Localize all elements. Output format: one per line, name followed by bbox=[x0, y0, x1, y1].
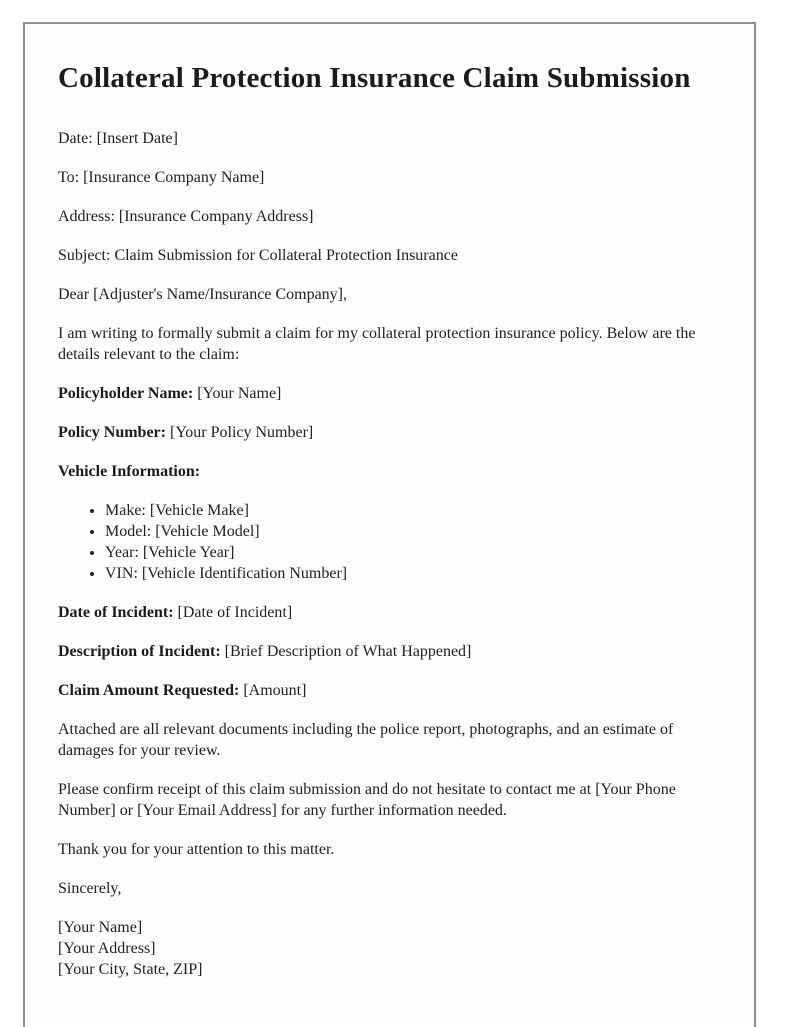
signature-address-line: [Your Address] bbox=[58, 940, 156, 957]
incident-date-field bbox=[58, 602, 714, 623]
closing-line: Sincerely, bbox=[58, 880, 122, 897]
incident-description-value: [Brief Description of What Happened] bbox=[220, 643, 472, 660]
vehicle-model-item: • Model: [Vehicle Model] bbox=[105, 521, 714, 542]
claim-amount-field bbox=[58, 680, 714, 701]
document-page bbox=[23, 22, 756, 1027]
confirm-receipt-paragraph: Please confirm receipt of this claim submission and do not hesitate to contact me at [Your Phone Number] or [Your Email Address] for any further information needed. bbox=[58, 781, 676, 819]
vehicle-make-item: • Make: [Vehicle Make] bbox=[105, 500, 714, 521]
signature-name-line: [Your Name] bbox=[58, 919, 143, 936]
policyholder-name-label: Policyholder Name: bbox=[58, 385, 194, 402]
claim-amount-label: Claim Amount Requested: bbox=[58, 682, 240, 699]
to-line: To: [Insurance Company Name] bbox=[58, 169, 265, 186]
incident-description-field bbox=[58, 641, 714, 662]
policy-number-label: Policy Number: bbox=[58, 424, 166, 441]
policy-number-field bbox=[58, 422, 714, 443]
vehicle-vin-item: • VIN: [Vehicle Identification Number] bbox=[105, 563, 714, 584]
signature-block bbox=[58, 917, 714, 980]
policy-number-value: [Your Policy Number] bbox=[165, 424, 314, 441]
thanks-paragraph: Thank you for your attention to this matter. bbox=[58, 841, 335, 858]
vehicle-year-item: • Year: [Vehicle Year] bbox=[105, 542, 714, 563]
subject-line: Subject: Claim Submission for Collateral Protection Insurance bbox=[58, 247, 458, 264]
incident-description-label: Description of Incident: bbox=[58, 643, 221, 660]
vehicle-information-heading: Vehicle Information: bbox=[58, 463, 201, 480]
salutation-line: Dear [Adjuster's Name/Insurance Company], bbox=[58, 286, 348, 303]
intro-paragraph: I am writing to formally submit a claim for my collateral protection insurance policy. Below are the details relevant to the claim: bbox=[58, 325, 696, 363]
page-title: Collateral Protection Insurance Claim Submission bbox=[58, 62, 691, 94]
address-line: Address: [Insurance Company Address] bbox=[58, 208, 314, 225]
policyholder-name-value: [Your Name] bbox=[193, 385, 282, 402]
claim-amount-value: [Amount] bbox=[239, 682, 307, 699]
date-line: Date: [Insert Date] bbox=[58, 130, 178, 147]
incident-date-label: Date of Incident: bbox=[58, 604, 174, 621]
vehicle-info-list bbox=[58, 500, 714, 584]
signature-city-line: [Your City, State, ZIP] bbox=[58, 961, 203, 978]
attachments-paragraph: Attached are all relevant documents including the police report, photographs, and an estimate of damages for your review. bbox=[58, 721, 674, 759]
incident-date-value: [Date of Incident] bbox=[173, 604, 293, 621]
policyholder-name-field bbox=[58, 383, 714, 404]
